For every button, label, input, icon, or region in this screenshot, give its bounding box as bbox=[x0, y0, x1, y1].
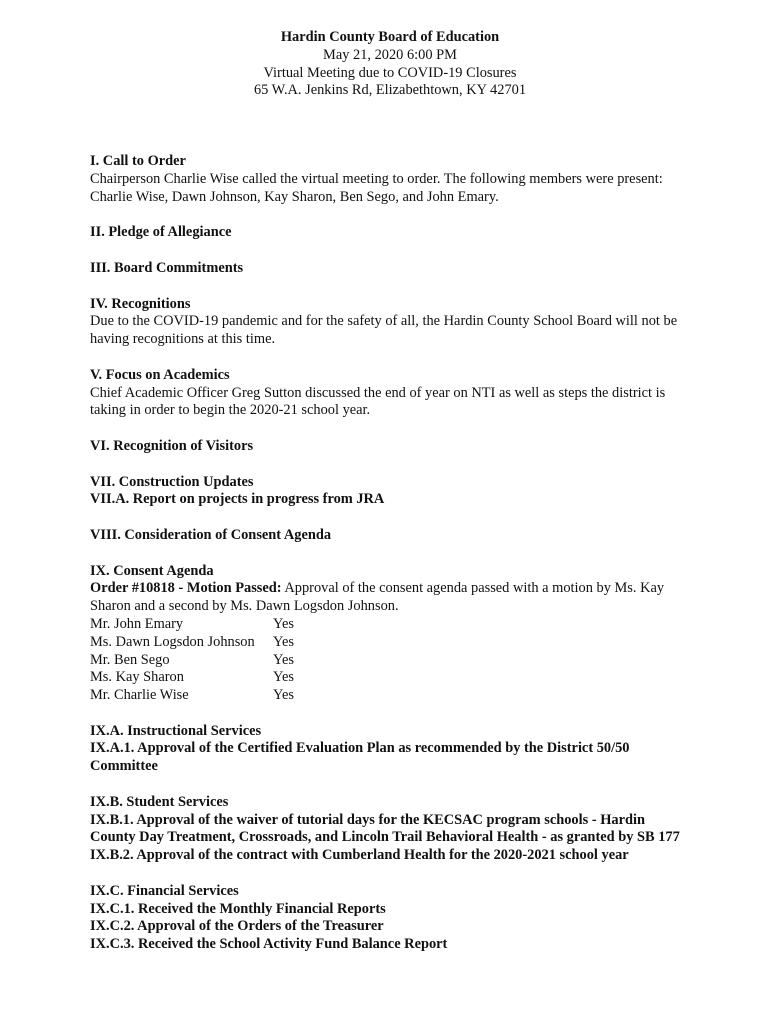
motion-paragraph bbox=[90, 580, 690, 616]
instructional-services-title: IX.A. Instructional Services bbox=[90, 722, 262, 739]
voter-name: Mr. John Emary bbox=[90, 615, 184, 632]
section-construction-title: VII. Construction Updates bbox=[90, 473, 254, 490]
voter-name: Ms. Kay Sharon bbox=[90, 669, 184, 686]
section-academics-body: Chief Academic Officer Greg Sutton discussed the end of year on NTI as well as steps the district is taking in order to begin the 2020-21 school year. bbox=[90, 384, 666, 419]
section-pledge-title: II. Pledge of Allegiance bbox=[90, 224, 232, 241]
vote-row bbox=[90, 669, 690, 687]
voter-name: Mr. Charlie Wise bbox=[90, 687, 189, 704]
section-consent-agenda-title: IX. Consent Agenda bbox=[90, 562, 214, 579]
section-visitors-title: VI. Recognition of Visitors bbox=[90, 437, 254, 454]
vote-table bbox=[90, 616, 690, 705]
vote-value: Yes bbox=[273, 669, 294, 686]
student-services-item-1: IX.B.1. Approval of the waiver of tutorial days for the KECSAC program schools - Hardin County Day Treatment, Crossroads, and Lincoln Trail Behavioral Health - as granted by SB 177 bbox=[90, 811, 680, 846]
instructional-services-item-1: IX.A.1. Approval of the Certified Evaluation Plan as recommended by the District 50/50 Committee bbox=[90, 740, 630, 775]
section-recognitions-body: Due to the COVID-19 pandemic and for the safety of all, the Hardin County School Board will not be having recognitions at this time. bbox=[90, 313, 678, 348]
org-name: Hardin County Board of Education bbox=[280, 29, 500, 45]
document-header bbox=[90, 29, 690, 100]
meeting-address: 65 W.A. Jenkins Rd, Elizabethtown, KY 42701 bbox=[253, 82, 527, 99]
vote-row bbox=[90, 634, 690, 652]
motion-label: Order #10818 - Motion Passed: bbox=[90, 580, 282, 597]
vote-value: Yes bbox=[273, 615, 294, 632]
vote-row bbox=[90, 616, 690, 634]
financial-services-item-1: IX.C.1. Received the Monthly Financial Reports bbox=[90, 900, 386, 917]
minutes-page bbox=[90, 29, 690, 954]
vote-row bbox=[90, 687, 690, 705]
meeting-date: May 21, 2020 6:00 PM bbox=[323, 46, 457, 63]
vote-value: Yes bbox=[273, 633, 294, 650]
vote-value: Yes bbox=[273, 687, 294, 704]
section-consideration-title: VIII. Consideration of Consent Agenda bbox=[90, 526, 332, 543]
vote-value: Yes bbox=[273, 651, 294, 668]
section-construction-sub-a: VII.A. Report on projects in progress from JRA bbox=[90, 491, 385, 508]
financial-services-item-2: IX.C.2. Approval of the Orders of the Treasurer bbox=[90, 918, 384, 935]
meeting-type: Virtual Meeting due to COVID-19 Closures bbox=[263, 64, 517, 81]
section-call-to-order-body: Chairperson Charlie Wise called the virtual meeting to order. The following members were present: Charlie Wise, Dawn Johnson, Kay Sharon, Ben Sego, and John Emary. bbox=[90, 170, 663, 205]
section-academics-title: V. Focus on Academics bbox=[90, 366, 230, 383]
section-call-to-order-title: I. Call to Order bbox=[90, 153, 186, 170]
student-services-title: IX.B. Student Services bbox=[90, 793, 229, 810]
voter-name: Ms. Dawn Logsdon Johnson bbox=[90, 633, 255, 650]
student-services-item-2: IX.B.2. Approval of the contract with Cumberland Health for the 2020-2021 school year bbox=[90, 847, 629, 864]
financial-services-item-3: IX.C.3. Received the School Activity Fund Balance Report bbox=[90, 936, 448, 953]
section-recognitions-title: IV. Recognitions bbox=[90, 295, 191, 312]
section-board-commitments-title: III. Board Commitments bbox=[90, 259, 244, 276]
financial-services-title: IX.C. Financial Services bbox=[90, 882, 239, 899]
voter-name: Mr. Ben Sego bbox=[90, 651, 170, 668]
motion-text: Approval of the consent agenda passed with a motion by Ms. Kay Sharon and a second by Ms. Dawn Logsdon Johnson. bbox=[90, 580, 665, 615]
vote-row bbox=[90, 652, 690, 670]
